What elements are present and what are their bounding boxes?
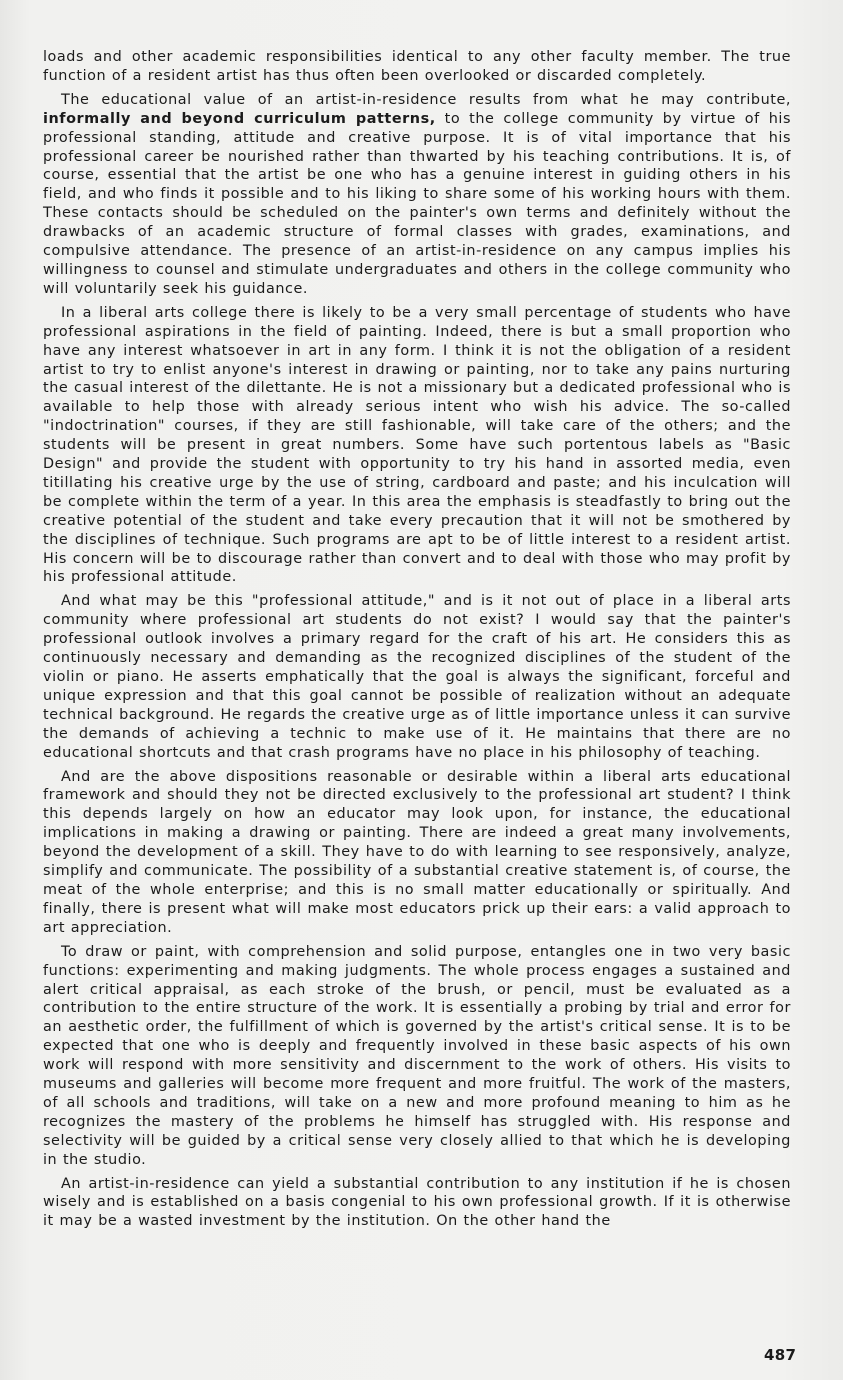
body-text xyxy=(43,48,791,1236)
paragraph-2 xyxy=(43,91,791,299)
paragraph-4: And what may be this "professional attitude," and is it not out of place in a liberal arts community where professional art students do not exist? I would say that the painter's professional outlook involves a primary regard for the craft of his art. He considers this as continuously necessary and demanding as the recognized disciplines of the student of the violin or piano. He asserts emphatically that the goal is always the significant, forceful and unique expression and that this goal cannot be possible of realization without an adequate technical background. He regards the creative urge as of little importance unless it can survive the demands of achieving a technic to make use of it. He maintains that there are no educational shortcuts and that crash programs have no place in his philosophy of teaching. xyxy=(43,593,791,761)
paragraph-2-emphasis: informally and beyond curriculum patterns, xyxy=(43,110,436,127)
paragraph-6: To draw or paint, with comprehension and solid purpose, entangles one in two very basic functions: experimenting and making judgments. The whole process engages a sustained and alert critical appraisal, as each stroke of the brush, or pencil, must be evaluated as a contribution to the entire structure of the work. It is essentially a probing by trial and error for an aesthetic order, the fulfillment of which is governed by the artist's critical sense. It is to be expected that one who is deeply and frequently involved in these basic aspects of his own work will respond with more sensitivity and discernment to the work of others. His visits to museums and galleries will become more frequent and more fruitful. The work of the masters, of all schools and traditions, will take on a new and more profound meaning to him as he recognizes the mastery of the problems he himself has struggled with. His response and selectivity will be guided by a critical sense very closely allied to that which he is developing in the studio. xyxy=(43,943,791,1168)
page-number: 487 xyxy=(764,1346,797,1364)
paragraph-1: loads and other academic responsibilities identical to any other faculty member. The true function of a resident artist has thus often been overlooked or discarded completely. xyxy=(43,49,791,84)
paragraph-7: An artist-in-residence can yield a substantial contribution to any institution if he is chosen wisely and is established on a basis congenial to his own professional growth. If it is otherwise it may be a wasted investment by the institution. On the other hand the xyxy=(43,1175,791,1230)
paragraph-3: In a liberal arts college there is likely to be a very small percentage of students who have professional aspirations in the field of painting. Indeed, there is but a small proportion who have any interest whatsoever in art in any form. I think it is not the obligation of a resident artist to try to enlist anyone's interest in drawing or painting, nor to take any pains nurturing the casual interest of the dilettante. He is not a missionary but a dedicated professional who is available to help those with already serious intent who wish his advice. The so-called "indoctrination" courses, if they are still fashionable, will take care of the others; and the students will be present in great numbers. Some have such portentous labels as "Basic Design" and provide the student with opportunity to try his hand in assorted media, even titillating his creative urge by the use of string, cardboard and paste; and his inculcation will be complete within the term of a year. In this area the emphasis is steadfastly to bring out the creative potential of the student and take every precaution that it will not be smothered by the disciplines of technique. Such programs are apt to be of little interest to a resident artist. His concern will be to discourage rather than convert and to deal with those who may profit by his professional attitude. xyxy=(43,304,791,586)
paragraph-2-lead: The educational value of an artist-in-residence results from what he may contribute, xyxy=(61,91,791,108)
paragraph-5: And are the above dispositions reasonable or desirable within a liberal arts educational framework and should they not be directed exclusively to the professional art student? I think this depends largely on how an educator may look upon, for instance, the educational implications in making a drawing or painting. There are indeed a great many involvements, beyond the development of a skill. They have to do with learning to see responsively, analyze, simplify and communicate. The possibility of a substantial creative statement is, of course, the meat of the whole enterprise; and this is no small matter educationally or spiritually. And finally, there is present what will make most educators prick up their ears: a valid approach to art appreciation. xyxy=(43,768,791,936)
paragraph-2-rest: to the college community by virtue of his professional standing, attitude and creative purpose. It is of vital importance that his professional career be nourished rather than thwarted by his teaching contributions. It is, of course, essential that the artist be one who has a genuine interest in guiding others in his field, and who finds it possible and to his liking to share some of his working hours with them. These contacts should be scheduled on the painter's own terms and definitely without the drawbacks of an academic structure of formal classes with grades, examinations, and compulsive attendance. The presence of an artist-in-residence on any campus implies his willingness to counsel and stimulate undergraduates and others in the college community who will voluntarily seek his guidance. xyxy=(43,110,791,297)
